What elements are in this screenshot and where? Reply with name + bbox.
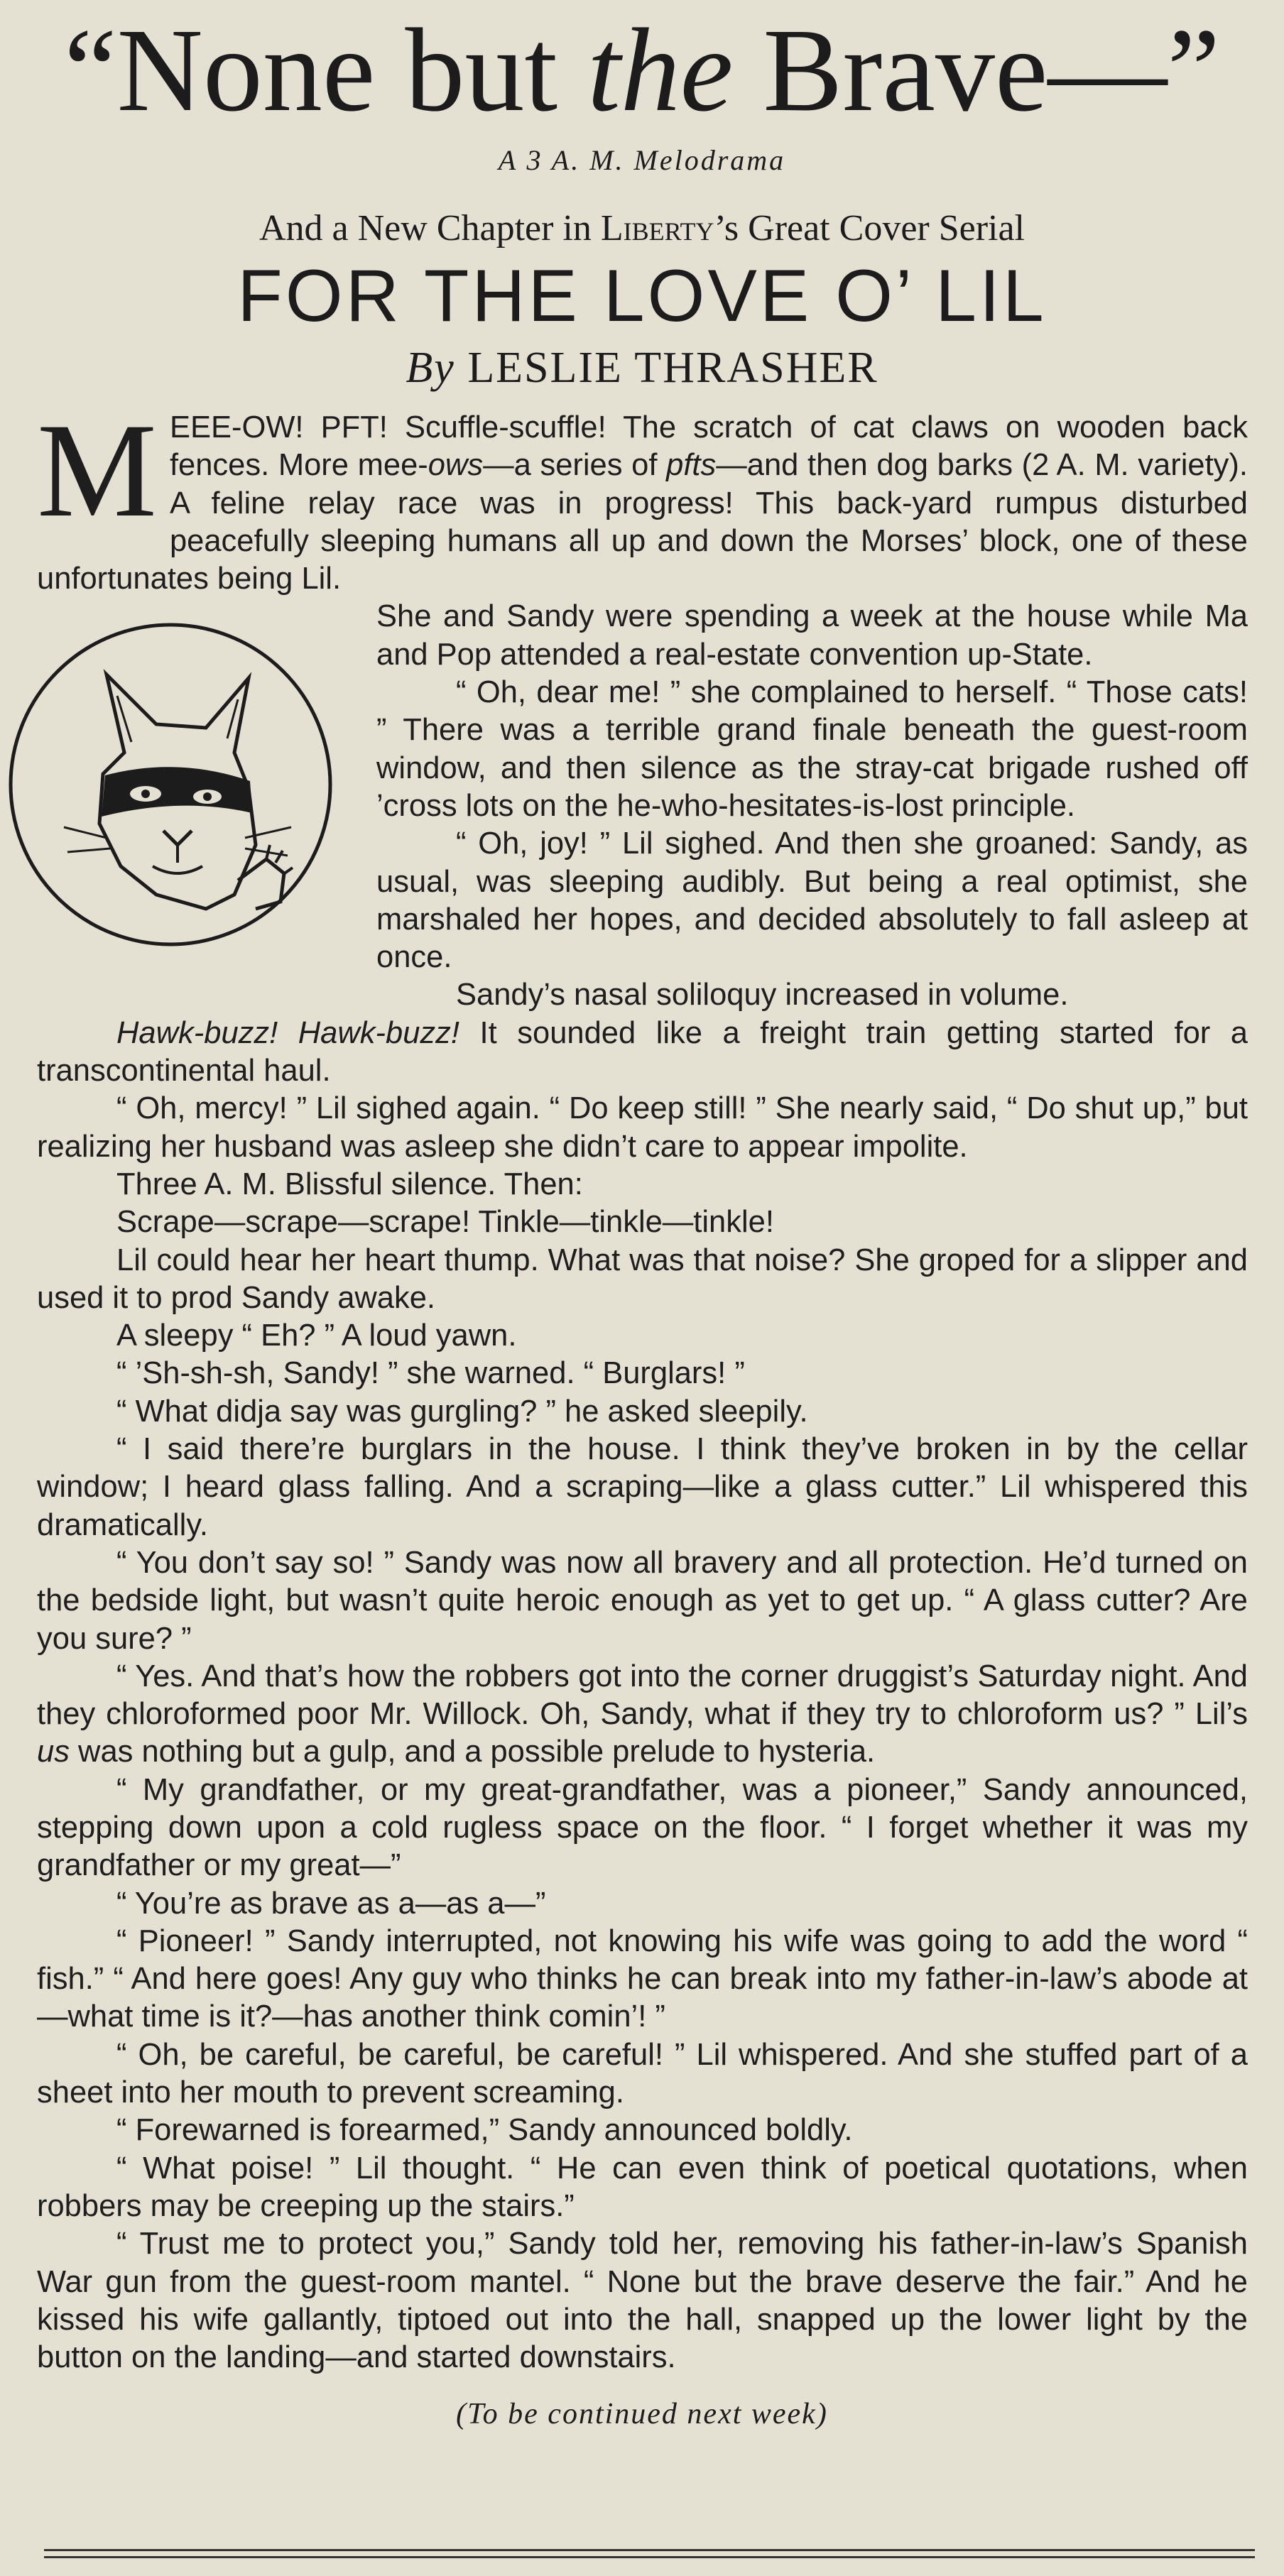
paragraph: “ You don’t say so! ” Sandy was now all bravery and all protection. He’d turned on the bedside light, but wasn’t quite heroic enough as yet to get up. “ A glass cutter? Are you sure? ” (37, 1545, 1248, 1656)
text-run: —and then dog barks (2 A. M. variety). A feline relay race was in progress! This back-yard rumpus disturbed peacefully sleeping humans all up and down the Morses’ block, one of these unfortunates being Lil. (37, 448, 1248, 596)
paragraph: “ Oh, mercy! ” Lil sighed again. “ Do keep still! ” She nearly said, “ Do shut up,” but realizing her husband was asleep she didn’t care to appear impolite. (37, 1091, 1248, 1164)
paragraph: “ Oh, joy! ” Lil sighed. And then she groaned: Sandy, as usual, was sleeping audibly. But being a real optimist, she marshaled her hopes, and decided absolutely to fall asleep at once. (376, 826, 1248, 975)
paragraph: A sleepy “ Eh? ” A loud yawn. (116, 1319, 517, 1353)
drop-cap: M (37, 396, 157, 545)
title-text-1: “None but (63, 4, 588, 136)
text-run: It sounded like a freight train getting started for a transcontinental haul. (37, 1015, 1248, 1088)
masked-cat-icon (0, 611, 341, 951)
paragraph: Three A. M. Blissful silence. Then: (116, 1167, 583, 1201)
paragraph: “ What didja say was gurgling? ” he asked sleepily. (116, 1394, 808, 1429)
paragraph: “ What poise! ” Lil thought. “ He can even think of poetical quotations, when robbers may be creeping up the stairs.” (37, 2151, 1248, 2223)
paragraph: Lil could hear her heart thump. What was that noise? She groped for a slipper and used it to prod Sandy awake. (37, 1243, 1248, 1315)
paragraph: “ I said there’re burglars in the house. I think they’ve broken in by the cellar window; I heard glass falling. And a scraping—like a glass cutter.” Lil whispered this dramatically. (37, 1432, 1248, 1542)
serial-intro-line (0, 204, 1284, 253)
paragraph: “ Pioneer! ” Sandy interrupted, not knowing his wife was going to add the word “ fish.” “ And here goes! Any guy who thinks he can break into my father-in-law’s abode at—what time is it?—has another think comin’! ” (37, 1923, 1248, 2034)
paragraph (37, 1658, 1248, 1772)
paragraph: “ My grandfather, or my great-grandfather, was a pioneer,” Sandy announced, stepping down upon a cold rugless space on the floor. “ I forget whether it was my grandfather or my great—” (37, 1772, 1248, 1883)
italic-run: Hawk-buzz! Hawk-buzz! (116, 1015, 459, 1050)
text-run: EEE-OW! PFT! Scuffle-scuffle! The scratch of cat claws on wooden back fences. More mee- (169, 410, 1248, 483)
paragraph (37, 1015, 1248, 1091)
paragraph (37, 396, 1248, 598)
divider (44, 2549, 1255, 2551)
title-text-2: Brave—” (733, 4, 1221, 136)
paragraph: “ Oh, be careful, be careful, be careful! ” Lil whispered. And she stuffed part of a sheet into her mouth to prevent screaming. (37, 2037, 1248, 2110)
paragraph: She and Sandy were spending a week at the house while Ma and Pop attended a real-estate convention up-State. (376, 599, 1248, 672)
byline-author: LESLIE THRASHER (467, 344, 878, 392)
continued-note: (To be continued next week) (456, 2398, 828, 2430)
italic-run: us (37, 1735, 70, 1769)
story-subtitle: A 3 A. M. Melodrama (498, 144, 786, 176)
intro-text-2: ’s Great Cover Serial (714, 208, 1025, 249)
story-body (37, 396, 1248, 2376)
byline-by: By (406, 344, 455, 392)
paragraph: “ You’re as brave as a—as a—” (116, 1886, 546, 1921)
story-title (0, 3, 1284, 138)
paragraph: Sandy’s nasal soliloquy increased in volume. (456, 978, 1069, 1013)
text-run: —a series of (483, 448, 667, 483)
paragraph: Scrape—scrape—scrape! Tinkle—tinkle—tinkle! (116, 1205, 774, 1240)
text-run: “ Yes. And that’s how the robbers got into the corner druggist’s Saturday night. And they chloroformed poor Mr. Willock. Oh, Sandy, what if they try to chloroform us? ” Lil’s (37, 1659, 1248, 1732)
byline (0, 339, 1284, 396)
title-italic-word: the (587, 4, 734, 136)
serial-title: FOR THE LOVE O’ LIL (237, 255, 1047, 337)
paragraph: “ Oh, dear me! ” she complained to herself. “ Those cats! ” There was a terrible grand finale beneath the guest-room window, and then silence as the stray-cat brigade rushed off ’cross lots on the he-who-hesitates-is-lost principle. (376, 675, 1248, 823)
intro-magazine-name: Liberty (600, 208, 714, 249)
italic-run: pfts (666, 448, 717, 483)
divider (44, 2556, 1255, 2558)
paragraph: “ Trust me to protect you,” Sandy told her, removing his father-in-law’s Spanish War gun from the guest-room mantel. “ None but the brave deserve the fair.” And he kissed his wife gallantly, tiptoed out into the hall, snapped up the lower light by the button on the landing—and started downstairs. (37, 2227, 1248, 2375)
intro-text-1: And a New Chapter in (259, 208, 601, 249)
masked-cat-burglar-illustration (0, 604, 355, 1001)
text-run: was nothing but a gulp, and a possible prelude to hysteria. (69, 1735, 876, 1769)
paragraph: “ Forewarned is forearmed,” Sandy announced boldly. (116, 2113, 853, 2148)
paragraph: “ ’Sh-sh-sh, Sandy! ” she warned. “ Burglars! ” (116, 1356, 745, 1391)
italic-run: ows (428, 448, 484, 483)
